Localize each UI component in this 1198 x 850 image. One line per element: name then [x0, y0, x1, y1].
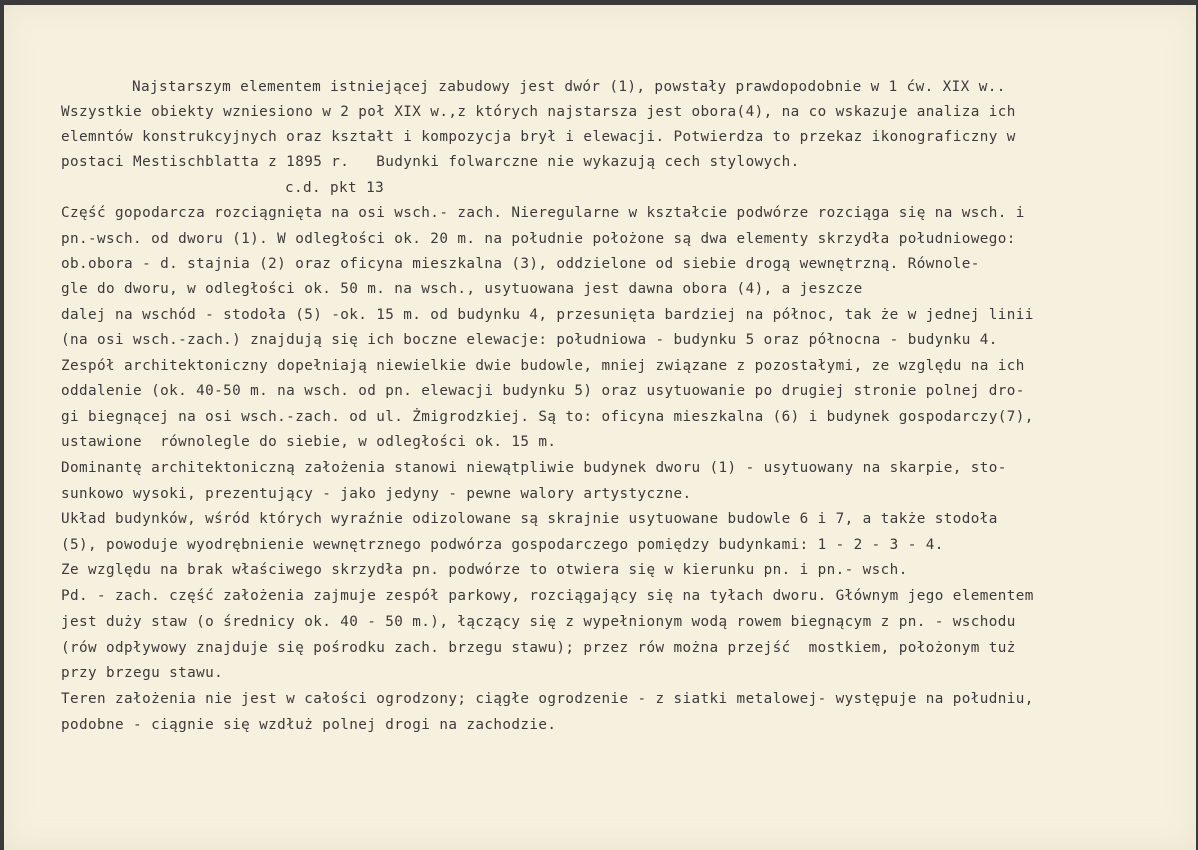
- text-line: Część gopodarcza rozciągnięta na osi wsch.- zach. Nieregularne w kształcie podwórze rozciąga się na wsch. i: [61, 205, 1025, 221]
- text-line: sunkowo wysoki, prezentujący - jako jedyny - pewne walory artystyczne.: [61, 486, 692, 502]
- text-line: Ze względu na brak właściwego skrzydła pn. podwórze to otwiera się w kierunku pn. i pn.- wsch.: [61, 562, 908, 578]
- text-line: Układ budynków, wśród których wyraźnie odizolowane są skrajnie usytuowane budowle 6 i 7, a także stodoła: [61, 511, 998, 527]
- text-line: Pd. - zach. część założenia zajmuje zespół parkowy, rozciągający się na tyłach dworu. Głównym jego elementem: [61, 588, 1034, 604]
- text-line: dalej na wschód - stodoła (5) -ok. 15 m. od budynku 4, przesunięta bardziej na północ, tak że w jednej linii: [61, 307, 1034, 323]
- text-line: gi biegnącej na osi wsch.-zach. od ul. Żmigrodzkiej. Są to: oficyna mieszkalna (6) i budynek gospodarczy(7),: [61, 409, 1034, 425]
- text-line: podobne - ciągnie się wzdłuż polnej drogi na zachodzie.: [61, 717, 557, 733]
- text-line: jest duży staw (o średnicy ok. 40 - 50 m.), łączący się z wypełnionym wodą rowem biegnącym z pn. - wschodu: [61, 614, 1016, 630]
- text-line: (na osi wsch.-zach.) znajdują się ich boczne elewacje: południowa - budynku 5 oraz północna - budynku 4.: [61, 332, 998, 348]
- text-line: pn.-wsch. od dworu (1). W odległości ok. 20 m. na południe położone są dwa elementy skrzydła południowego:: [61, 231, 1016, 247]
- text-line: Wszystkie obiekty wzniesiono w 2 poł XIX w.,z których najstarsza jest obora(4), na co wskazuje analiza ich: [61, 104, 1016, 120]
- text-line: oddalenie (ok. 40-50 m. na wsch. od pn. elewacji budynku 5) oraz usytuowanie po drugiej stronie polnej dro-: [61, 383, 1025, 399]
- text-line: Najstarszym elementem istniejącej zabudowy jest dwór (1), powstały prawdopodobnie w 1 ćw. XIX w..: [132, 79, 1006, 95]
- text-line: przy brzegu stawu.: [61, 665, 224, 681]
- text-line: Teren założenia nie jest w całości ogrodzony; ciągłe ogrodzenie - z siatki metalowej- występuje na południu,: [61, 691, 1034, 707]
- text-line: (rów odpływowy znajduje się pośrodku zach. brzegu stawu); przez rów można przejść mostkiem, położonym tuż: [61, 640, 1016, 656]
- text-line: elemntów konstrukcyjnych oraz kształt i kompozycja brył i elewacji. Potwierdza to przekaz ikonograficzny w: [61, 129, 1016, 145]
- text-line: postaci Mestischblatta z 1895 r. Budynki folwarczne nie wykazują cech stylowych.: [61, 154, 800, 170]
- text-line: Dominantę architektoniczną założenia stanowi niewątpliwie budynek dworu (1) - usytuowany na skarpie, sto-: [61, 460, 1007, 476]
- text-line: c.d. pkt 13: [285, 180, 385, 196]
- text-line: gle do dworu, w odległości ok. 50 m. na wsch., usytuowana jest dawna obora (4), a jeszcze: [61, 281, 863, 297]
- text-line: Zespół architektoniczny dopełniają niewielkie dwie budowle, mniej związane z pozostałymi, ze względu na ich: [61, 358, 1025, 374]
- typewritten-page: [4, 5, 1196, 850]
- text-line: ob.obora - d. stajnia (2) oraz oficyna mieszkalna (3), oddzielone od siebie drogą wewnętrzną. Równole-: [61, 256, 980, 272]
- text-line: (5), powoduje wyodrębnienie wewnętrznego podwórza gospodarczego pomiędzy budynkami: 1 - 2 - 3 - 4.: [61, 537, 944, 553]
- text-line: ustawione równolegle do siebie, w odległości ok. 15 m.: [61, 434, 557, 450]
